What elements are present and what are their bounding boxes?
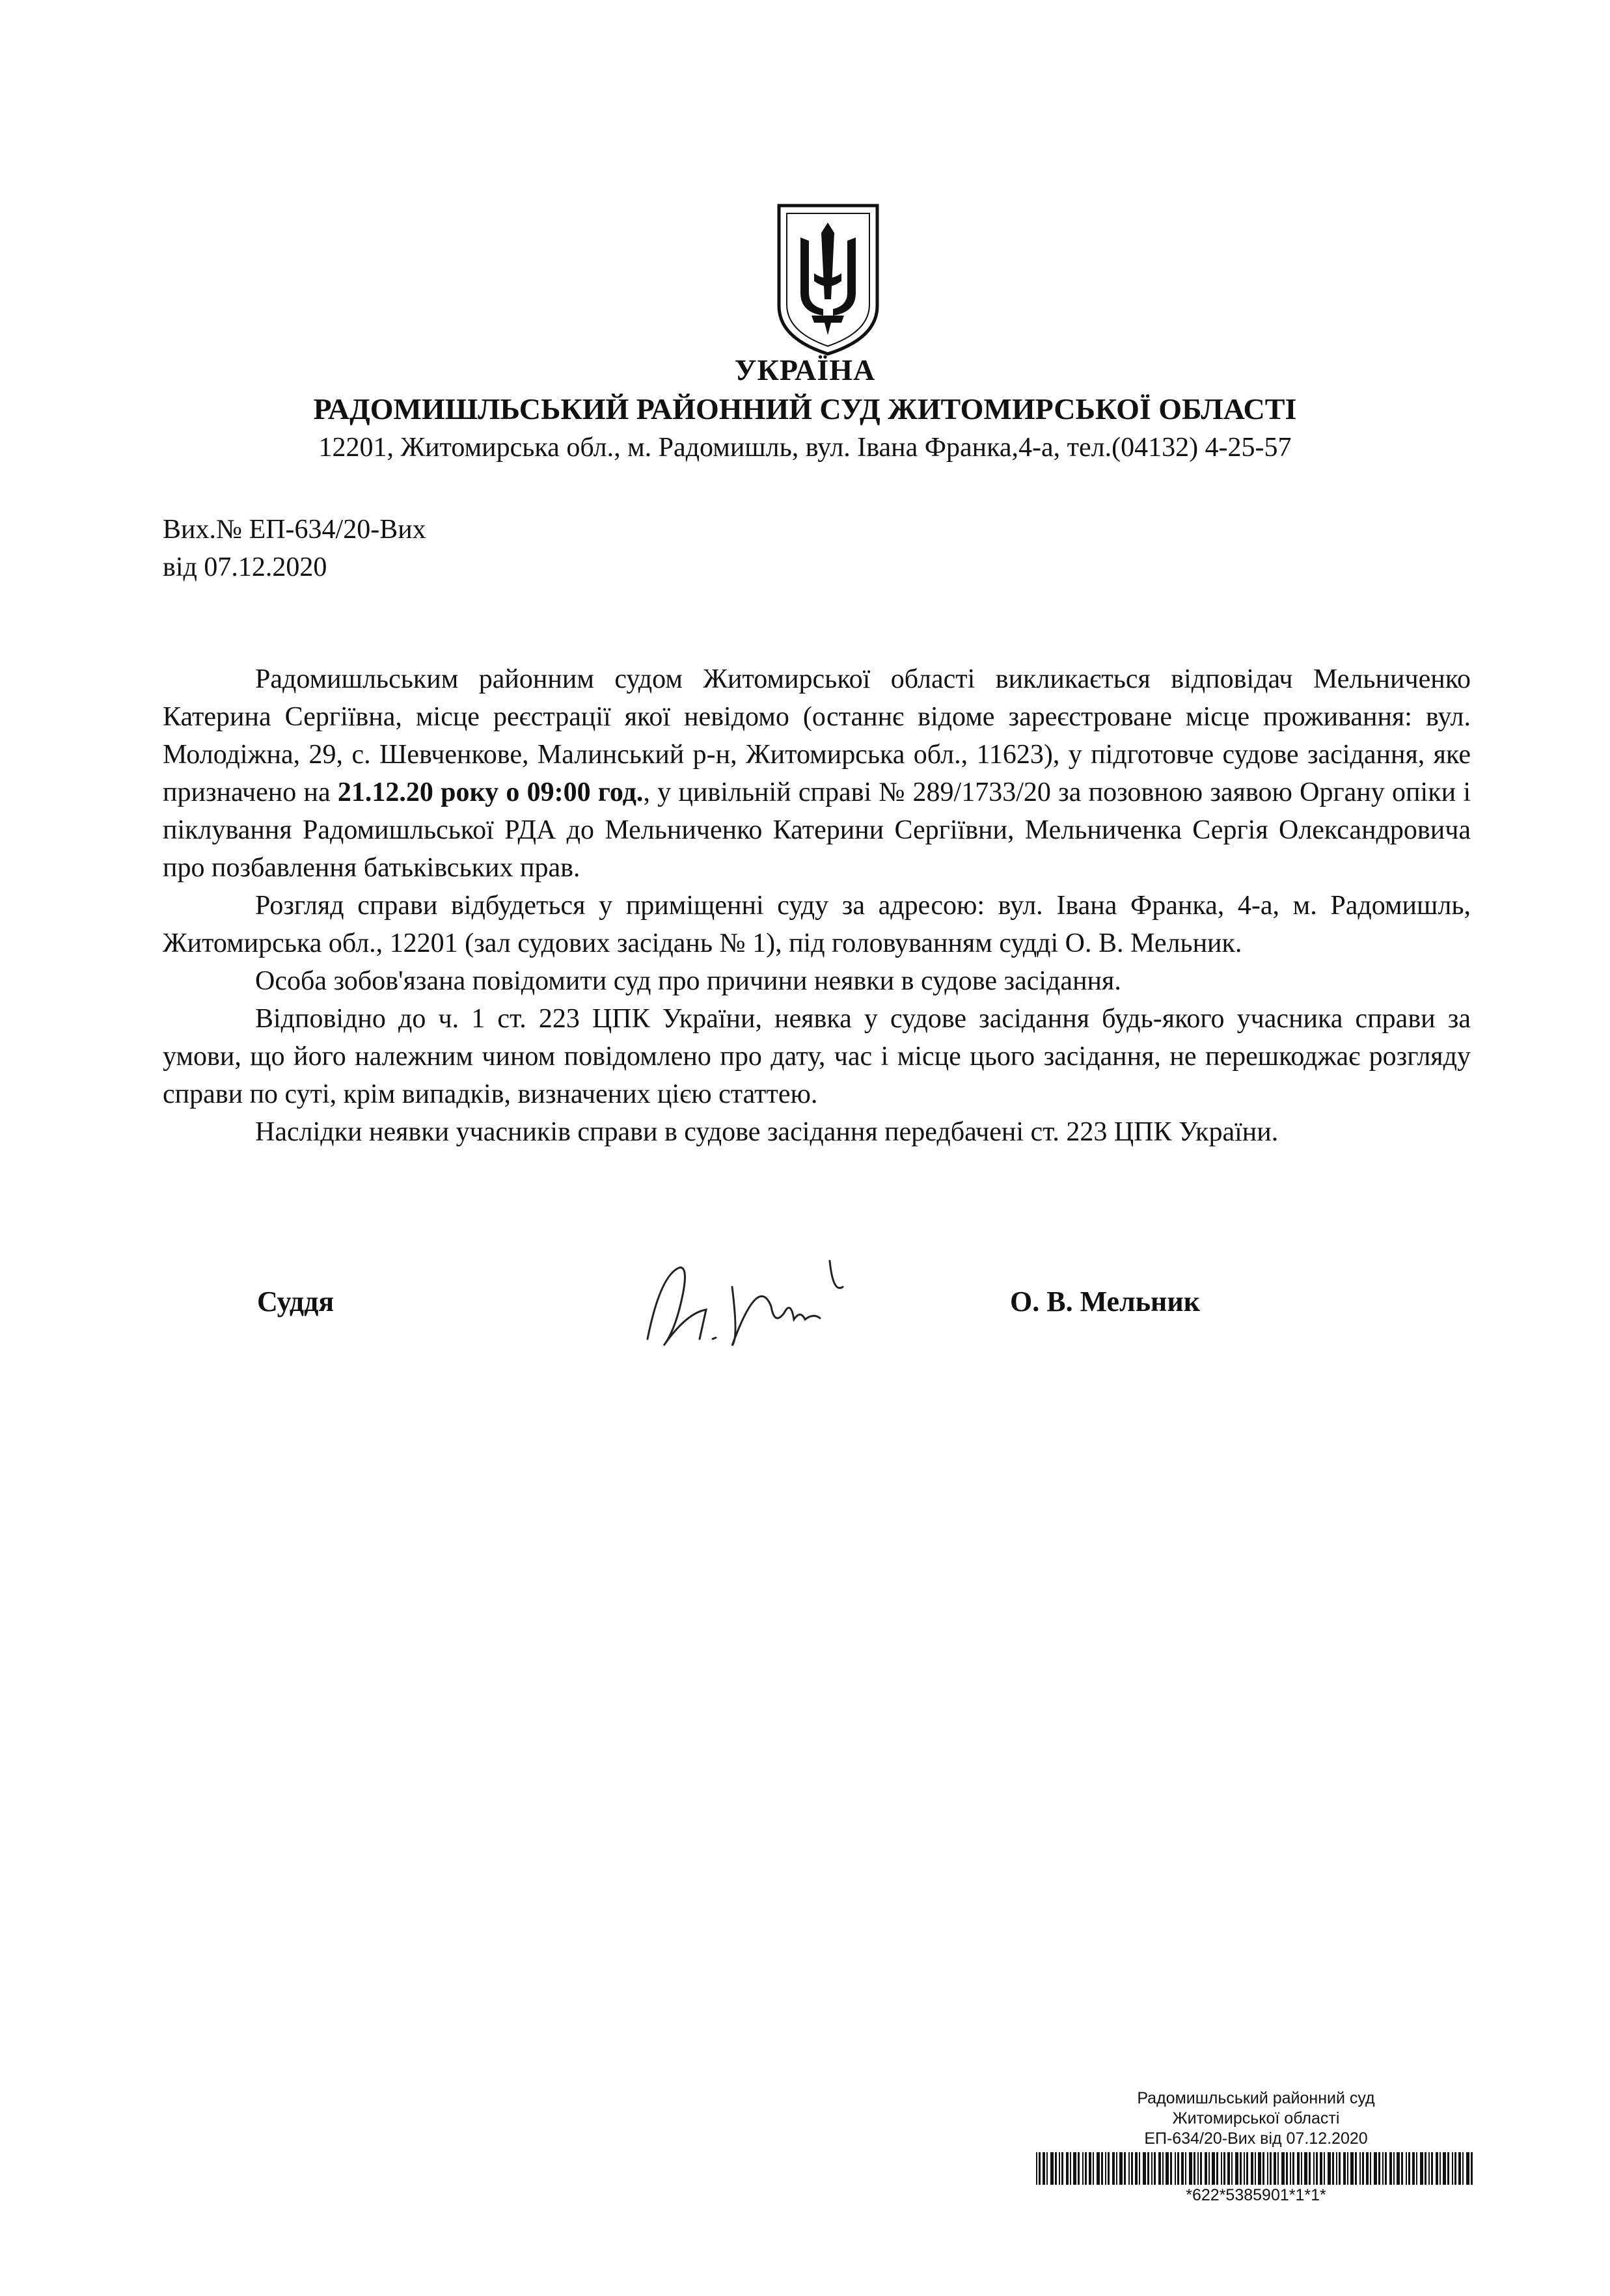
paragraph-law: Відповідно до ч. 1 ст. 223 ЦПК України, неявка у судове засідання будь-якого учасника справи за умови, що його належним чином повідомлено про дату, час і місце цього засідання, не перешкоджає розгляду справи по суті, крім випадків, визначених цією статтею. xyxy=(163,1004,1471,1109)
judge-name: О. В. Мельник xyxy=(1010,1286,1201,1317)
paragraph-summons xyxy=(163,660,1471,887)
summons-text-start: Радомишльським районним судом Житомирської області викликається відповідач Мельниченко Катерина Сергіївна, місце реєстрації якої невідомо (останнє відоме зареєстроване місце проживання: вул. Молодіжна, 29, с. Шевченкове, Малинський р-н, Житомирська обл., 11623), у підготовче судове засідання, яке призначено на xyxy=(163,664,1471,807)
paragraph-venue: Розгляд справи відбудеться у приміщенні суду за адресою: вул. Івана Франка, 4-а, м. Радомишль, Житомирська обл., 12201 (зал судових засідань № 1), під головуванням судді О. В. Мельник. xyxy=(163,891,1471,958)
paragraph-notify: Особа зобов'язана повідомити суд про причини неявки в судове засідання. xyxy=(255,966,1121,996)
hearing-datetime: 21.12.20 року о 09:00 год. xyxy=(337,777,644,807)
court-address: 12201, Житомирська обл., м. Радомишль, вул. Івана Франка,4-а, тел.(04132) 4-25-57 xyxy=(318,433,1292,463)
court-name: РАДОМИШЛЬСЬКИЙ РАЙОННИЙ СУД ЖИТОМИРСЬКОЇ ОБЛАСТІ xyxy=(313,392,1297,425)
stamp-number: ЕП-634/20-Вих від 07.12.2020 xyxy=(1144,2129,1368,2148)
signature-title: Суддя xyxy=(257,1286,334,1317)
summons-text-end: , у цивільній справі № 289/1733/20 за позовною заявою Органу опіки і піклування Радомишльської РДА до Мельниченко Катерини Сергіївни, Мельниченка Сергія Олександровича про позбавлення батьківських прав. xyxy=(163,777,1471,883)
barcode xyxy=(1035,2152,1477,2185)
barcode-text: *622*5385901*1*1* xyxy=(1186,2186,1326,2204)
stamp-region: Житомирської області xyxy=(1172,2109,1340,2127)
country-title: УКРАЇНА xyxy=(734,353,876,386)
letter-body xyxy=(163,660,1471,1151)
paragraph-consequences: Наслідки неявки учасників справи в судове засідання передбачені ст. 223 ЦПК України. xyxy=(255,1117,1279,1147)
outgoing-date: від 07.12.2020 xyxy=(163,552,327,582)
registration-stamp xyxy=(1035,2088,1477,2149)
stamp-court: Радомишльський районний суд xyxy=(1137,2089,1375,2107)
trident-coat-of-arms-icon xyxy=(771,202,885,358)
handwritten-signature xyxy=(634,1248,882,1358)
outgoing-number: Вих.№ ЕП-634/20-Вих xyxy=(163,515,426,545)
